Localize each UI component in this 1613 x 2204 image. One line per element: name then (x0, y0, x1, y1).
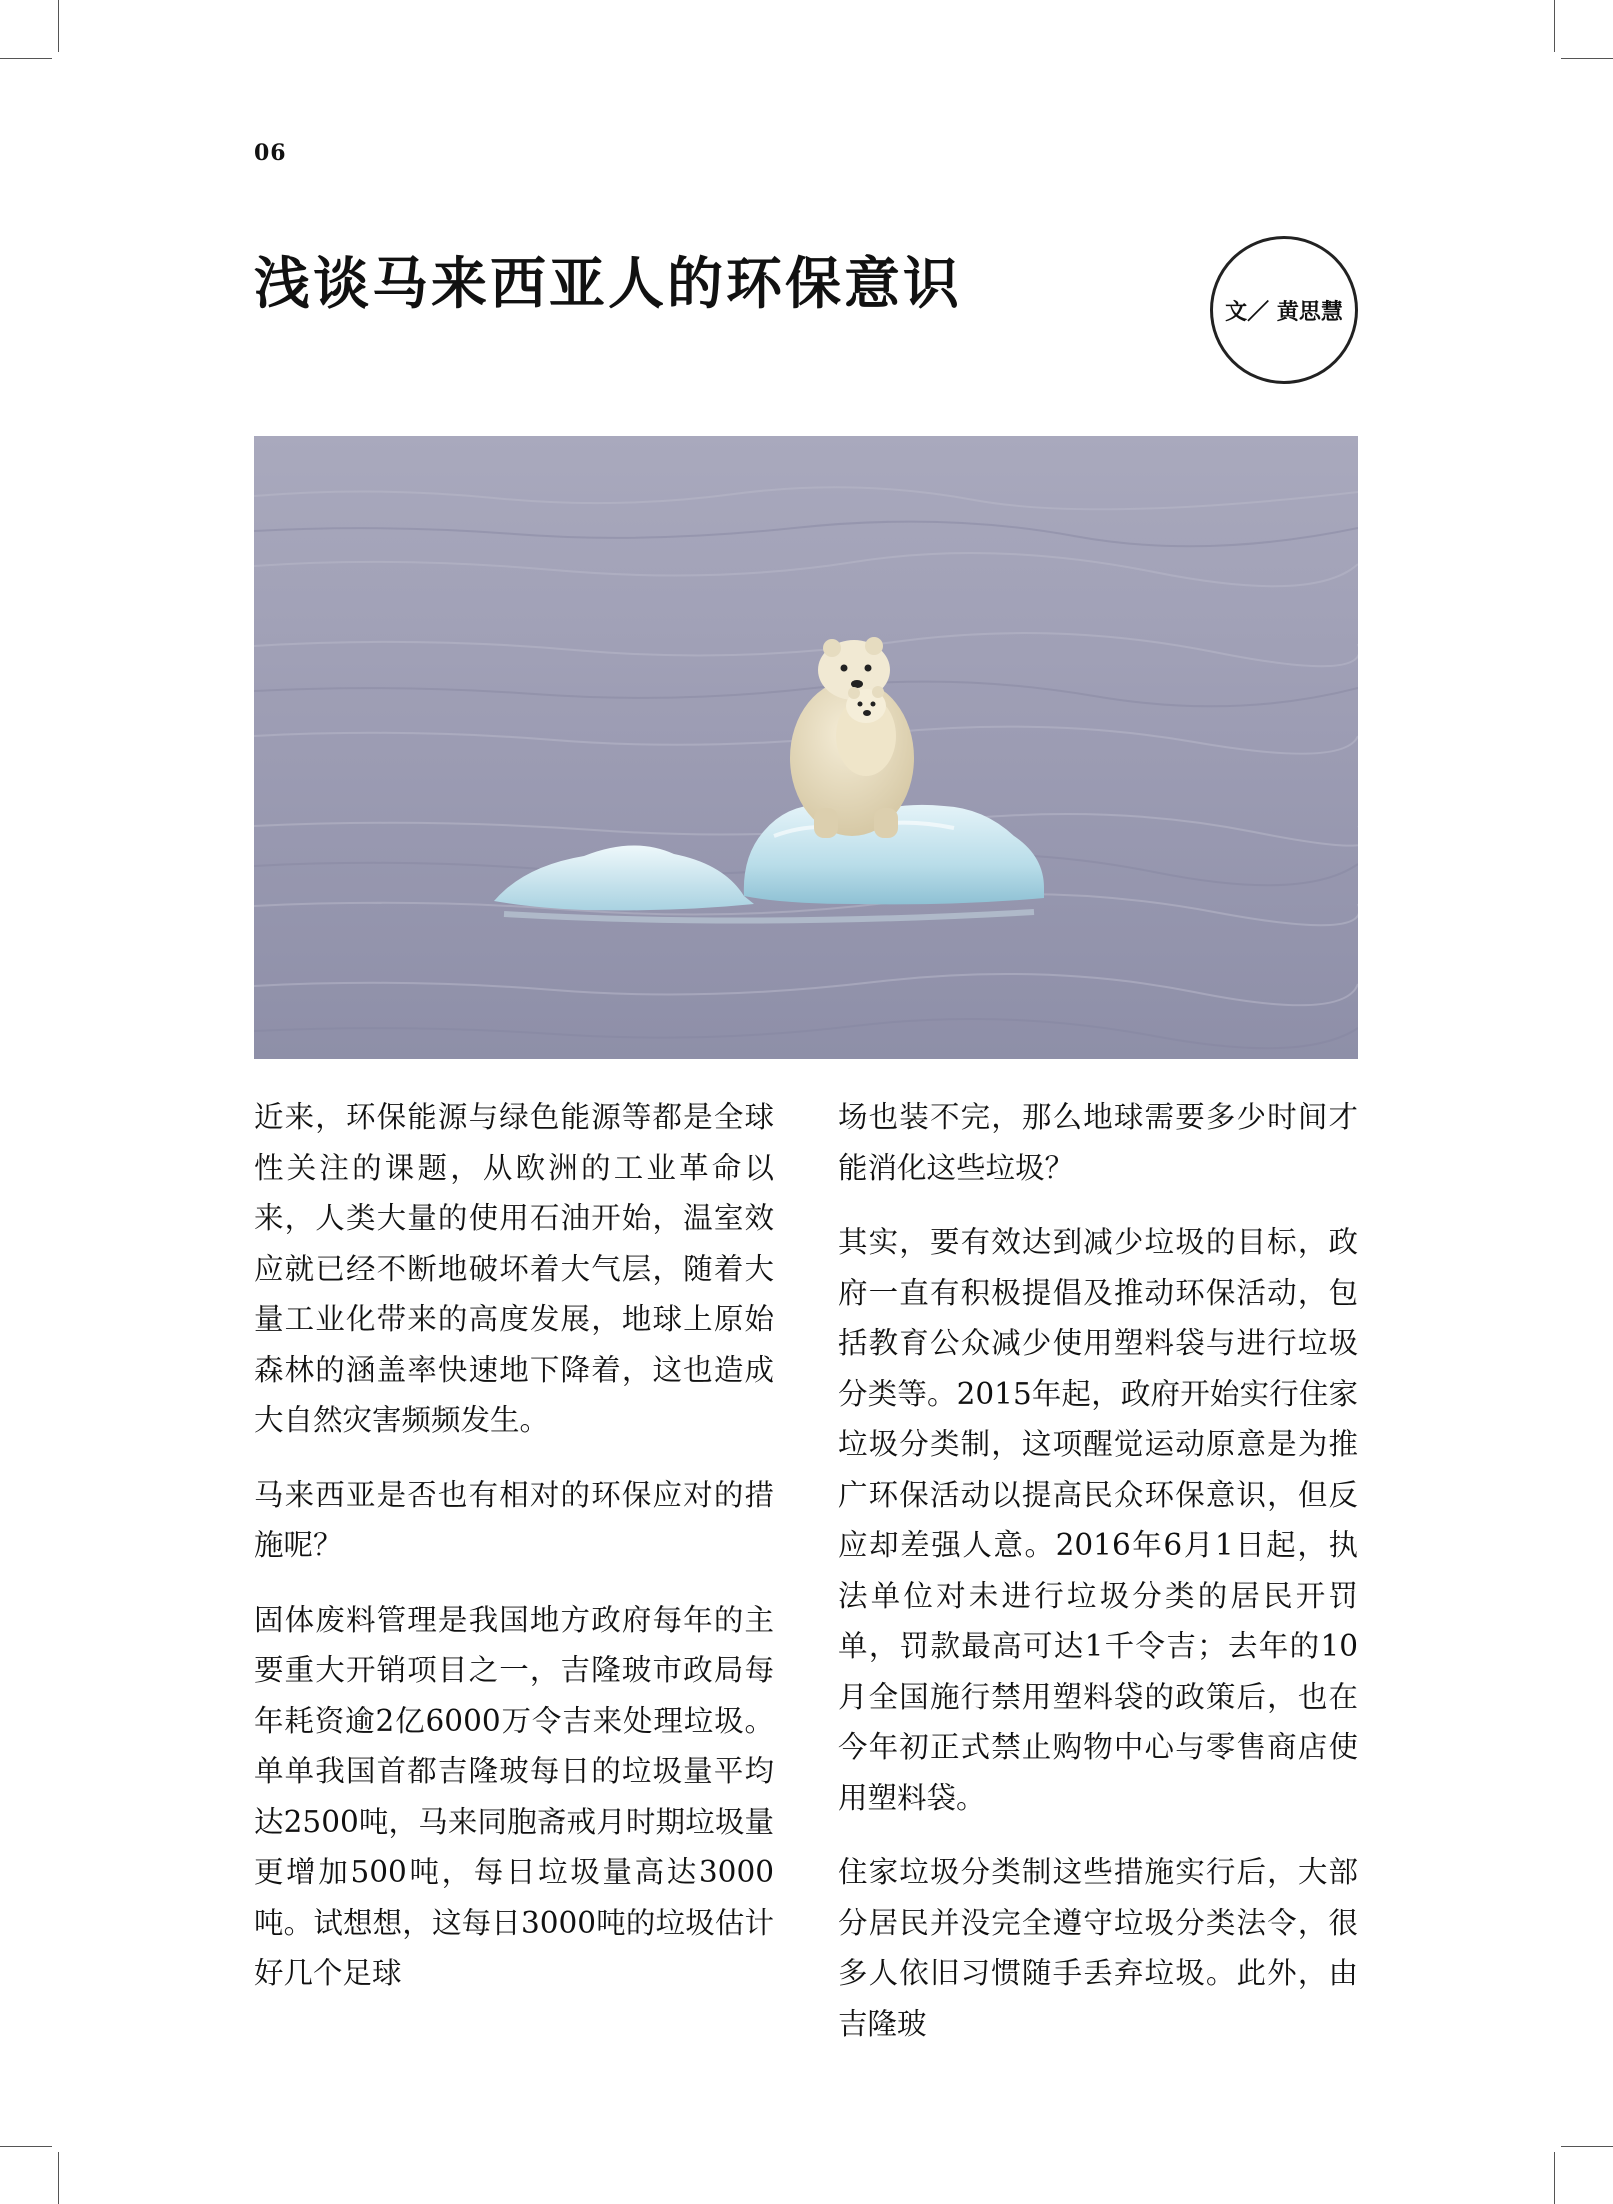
crop-mark (58, 0, 59, 52)
article-paragraph: 马来西亚是否也有相对的环保应对的措施呢？ (254, 1477, 774, 1562)
crop-mark (1561, 2146, 1613, 2147)
page-title: 浅谈马来西亚人的环保意识 (254, 251, 962, 317)
crop-mark (0, 58, 52, 59)
byline-badge (1210, 236, 1358, 384)
article-paragraph: 近来，环保能源与绿色能源等都是全球性关注的课题，从欧洲的工业革命以来，人类大量的使用石油开始，温室效应就已经不断地破坏着大气层，随着大量工业化带来的高度发展，地球上原始森林的涵盖率快速地下降着，这也造成大自然灾害频频发生。 (254, 1100, 774, 1437)
crop-mark (1554, 0, 1555, 52)
article-paragraph: 其实，要有效达到减少垃圾的目标，政府一直有积极提倡及推动环保活动，包括教育公众减少使用塑料袋与进行垃圾分类等。2015年起，政府开始实行住家垃圾分类制，这项醒觉运动原意是为推广环保活动以提高民众环保意识，但反应却差强人意。2016年6月1日起，执法单位对未进行垃圾分类的居民开罚单，罚款最高可达1千令吉；去年的10月全国施行禁用塑料袋的政策后，也在今年初正式禁止购物中心与零售商店使用塑料袋。 (838, 1225, 1358, 1815)
article-column-left (254, 1092, 774, 2023)
crop-mark (1561, 58, 1613, 59)
article-paragraph: 固体废料管理是我国地方政府每年的主要重大开销项目之一，吉隆玻市政局每年耗资逾2亿6000万令吉来处理垃圾。单单我国首都吉隆玻每日的垃圾量平均达2500吨，马来同胞斋戒月时期垃圾量更增加500吨，每日垃圾量高达3000吨。试想想，这每日3000吨的垃圾估计好几个足球 (254, 1602, 774, 1990)
crop-mark (1554, 2152, 1555, 2204)
article-paragraph: 场也装不完，那么地球需要多少时间才能消化这些垃圾？ (838, 1100, 1358, 1185)
crop-mark (0, 2146, 52, 2147)
article-paragraph: 住家垃圾分类制这些措施实行后，大部分居民并没完全遵守垃圾分类法令，很多人依旧习惯随手丢弃垃圾。此外，由吉隆玻 (838, 1855, 1358, 2041)
page-number: 06 (254, 140, 287, 166)
crop-mark (58, 2152, 59, 2204)
article-column-right (838, 1092, 1358, 2073)
article-photo (254, 436, 1358, 1059)
author-byline: 文／ 黄思慧 (1225, 298, 1343, 325)
polar-bears-on-ice-floe-icon (254, 436, 1358, 1059)
